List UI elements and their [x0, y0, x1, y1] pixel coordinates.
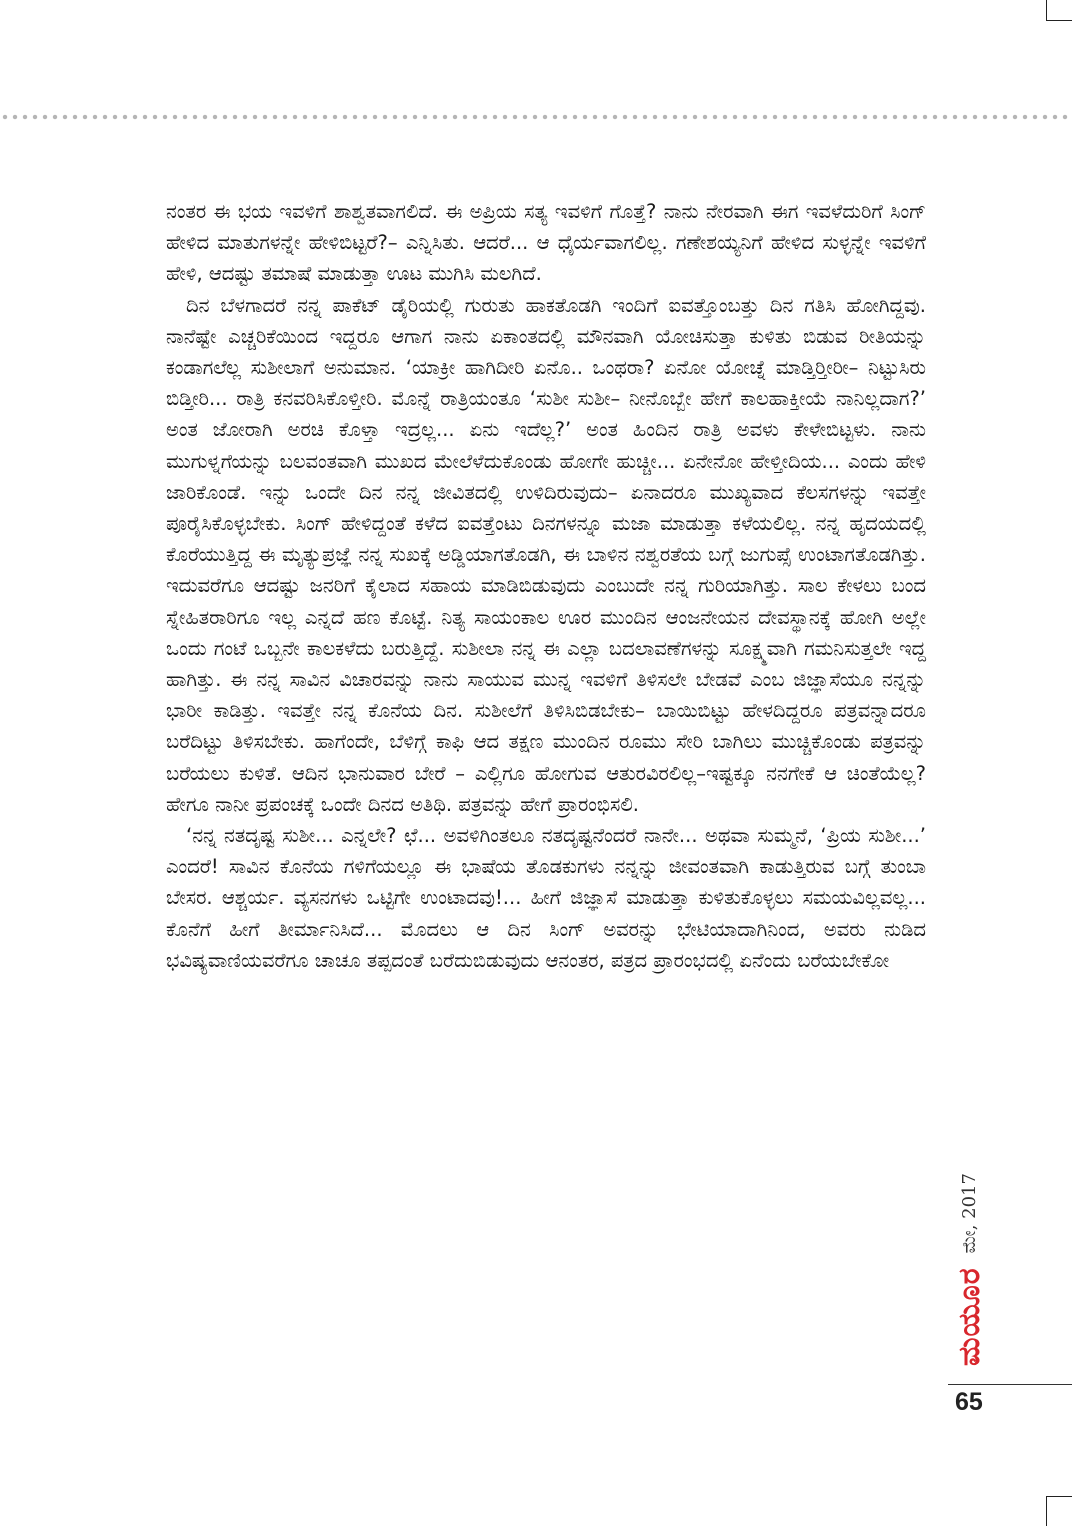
dotted-divider: [0, 113, 1072, 121]
page-number-rule: [948, 1384, 1072, 1385]
magazine-sidebar: [945, 1130, 993, 1366]
page-number: 65: [955, 1388, 983, 1416]
magazine-logo: ಮಯೂರ: [951, 1267, 987, 1366]
article-paragraph-3: ‘ನನ್ನ ನತದೃಷ್ಟ ಸುಶೀ... ಎನ್ನಲೇ? ಛೆ... ಅವಳಿಗಿಂತಲೂ ನತದೃಷ್ಟನೆಂದರೆ ನಾನೇ... ಅಥವಾ ಸುಮ್ಮನೆ, ‘ಪ್ರಿಯ ಸುಶೀ...’ ಎಂದರೆ! ಸಾವಿನ ಕೊನೆಯ ಗಳಿಗೆಯಲ್ಲೂ ಈ ಭಾಷೆಯ ತೊಡಕುಗಳು ನನ್ನನ್ನು ಜೀವಂತವಾಗಿ ಕಾಡುತ್ತಿರುವ ಬಗ್ಗೆ ತುಂಬಾ ಬೇಸರ. ಆಶ್ಚರ್ಯ. ವ್ಯಸನಗಳು ಒಟ್ಟಿಗೇ ಉಂಟಾದವು!... ಹೀಗೆ ಜಿಜ್ಞಾಸೆ ಮಾಡುತ್ತಾ ಕುಳಿತುಕೊಳ್ಳಲು ಸಮಯವಿಲ್ಲವಲ್ಲ... ಕೊನೆಗೆ ಹೀಗೆ ತೀರ್ಮಾನಿಸಿದೆ... ಮೊದಲು ಆ ದಿನ ಸಿಂಗ್ ಅವರನ್ನು ಭೇಟಿಯಾದಾಗಿನಿಂದ, ಅವರು ನುಡಿದ ಭವಿಷ್ಯವಾಣಿಯವರೆಗೂ ಚಾಚೂ ತಪ್ಪದಂತೆ ಬರೆದುಬಿಡುವುದು ಆನಂತರ, ಪತ್ರದ ಪ್ರಾರಂಭದಲ್ಲಿ ಏನೆಂದು ಬರೆಯಬೇಕೋ: [166, 824, 926, 972]
article-paragraph-2: ದಿನ ಬೆಳಗಾದರೆ ನನ್ನ ಪಾಕೆಟ್ ಡೈರಿಯಲ್ಲಿ ಗುರುತು ಹಾಕತೊಡಗಿ ಇಂದಿಗೆ ಐವತ್ತೊಂಬತ್ತು ದಿನ ಗತಿಸಿ ಹೋಗಿದ್ದವು. ನಾನೆಷ್ಟೇ ಎಚ್ಚರಿಕೆಯಿಂದ ಇದ್ದರೂ ಆಗಾಗ ನಾನು ಏಕಾಂತದಲ್ಲಿ ಮೌನವಾಗಿ ಯೋಚಿಸುತ್ತಾ ಕುಳಿತು ಬಿಡುವ ರೀತಿಯನ್ನು ಕಂಡಾಗಲೆಲ್ಲ ಸುಶೀಲಾಗೆ ಅನುಮಾನ. ‘ಯಾಕ್ರೀ ಹಾಗಿದೀರಿ ಏನೊ.. ಒಂಥರಾ? ಏನೋ ಯೋಚ್ನೆ ಮಾಡ್ತಿರ್‍ತೀರೀ– ನಿಟ್ಟುಸಿರು ಬಿಡ್ತೀರಿ... ರಾತ್ರಿ ಕನವರಿಸಿಕೊಳ್ತೀರಿ. ಮೊನ್ನೆ ರಾತ್ರಿಯಂತೂ ‘ಸುಶೀ ಸುಶೀ– ನೀನೊಬ್ಬೇ ಹೇಗೆ ಕಾಲಹಾಕ್ತೀಯೆ ನಾನಿಲ್ಲದಾಗ?’ ಅಂತ ಜೋರಾಗಿ ಅರಚಿ ಕೊಳ್ತಾ ಇದ್ರಲ್ಲ... ಏನು ಇದೆಲ್ಲ?’ ಅಂತ ಹಿಂದಿನ ರಾತ್ರಿ ಅವಳು ಕೇಳೇಬಿಟ್ಟಳು. ನಾನು ಮುಗುಳ್ನಗೆಯನ್ನು ಬಲವಂತವಾಗಿ ಮುಖದ ಮೇಲೆಳೆದುಕೊಂಡು ಹೋಗೇ ಹುಚ್ಚೀ... ಏನೇನೋ ಹೇಳ್ತೀದಿಯ... ಎಂದು ಹೇಳಿ ಜಾರಿಕೊಂಡೆ. ಇನ್ನು ಒಂದೇ ದಿನ ನನ್ನ ಜೀವಿತದಲ್ಲಿ ಉಳಿದಿರುವುದು– ಏನಾದರೂ ಮುಖ್ಯವಾದ ಕೆಲಸಗಳನ್ನು ಇವತ್ತೇ ಪೂರೈಸಿಕೊಳ್ಳಬೇಕು. ಸಿಂಗ್ ಹೇಳಿದ್ದಂತೆ ಕಳೆದ ಐವತ್ತೆಂಟು ದಿನಗಳನ್ನೂ ಮಜಾ ಮಾಡುತ್ತಾ ಕಳೆಯಲಿಲ್ಲ. ನನ್ನ ಹೃದಯದಲ್ಲಿ ಕೊರೆಯುತ್ತಿದ್ದ ಈ ಮೃತ್ಯುಪ್ರಜ್ಞೆ ನನ್ನ ಸುಖಕ್ಕೆ ಅಡ್ಡಿಯಾಗತೊಡಗಿ, ಈ ಬಾಳಿನ ನಶ್ವರತೆಯ ಬಗ್ಗೆ ಜುಗುಪ್ಸೆ ಉಂಟಾಗತೊಡಗಿತ್ತು. ಇದುವರೆಗೂ ಆದಷ್ಟು ಜನರಿಗೆ ಕೈಲಾದ ಸಹಾಯ ಮಾಡಿಬಿಡುವುದು ಎಂಬುದೇ ನನ್ನ ಗುರಿಯಾಗಿತ್ತು. ಸಾಲ ಕೇಳಲು ಬಂದ ಸ್ನೇಹಿತರಾರಿಗೂ ಇಲ್ಲ ಎನ್ನದೆ ಹಣ ಕೊಟ್ಟೆ. ನಿತ್ಯ ಸಾಯಂಕಾಲ ಊರ ಮುಂದಿನ ಆಂಜನೇಯನ ದೇವಸ್ಥಾನಕ್ಕೆ ಹೋಗಿ ಅಲ್ಲೇ ಒಂದು ಗಂಟೆ ಒಬ್ಬನೇ ಕಾಲಕಳೆದು ಬರುತ್ತಿದ್ದೆ. ಸುಶೀಲಾ ನನ್ನ ಈ ಎಲ್ಲಾ ಬದಲಾವಣೆಗಳನ್ನು ಸೂಕ್ಷ್ಮವಾಗಿ ಗಮನಿಸುತ್ತಲೇ ಇದ್ದ ಹಾಗಿತ್ತು. ಈ ನನ್ನ ಸಾವಿನ ವಿಚಾರವನ್ನು ನಾನು ಸಾಯುವ ಮುನ್ನ ಇವಳಿಗೆ ತಿಳಿಸಲೇ ಬೇಡವೆ ಎಂಬ ಜಿಜ್ಞಾಸೆಯೂ ನನ್ನನ್ನು ಭಾರೀ ಕಾಡಿತ್ತು. ಇವತ್ತೇ ನನ್ನ ಕೊನೆಯ ದಿನ. ಸುಶೀಲೆಗೆ ತಿಳಿಸಿಬಿಡಬೇಕು– ಬಾಯಿಬಿಟ್ಟು ಹೇಳದಿದ್ದರೂ ಪತ್ರವನ್ನಾದರೂ ಬರೆದಿಟ್ಟು ತಿಳಿಸಬೇಕು. ಹಾಗೆಂದೇ, ಬೆಳಿಗ್ಗೆ ಕಾಫಿ ಆದ ತಕ್ಷಣ ಮುಂದಿನ ರೂಮು ಸೇರಿ ಬಾಗಿಲು ಮುಚ್ಚಿಕೊಂಡು ಪತ್ರವನ್ನು ಬರೆಯಲು ಕುಳಿತೆ. ಆದಿನ ಭಾನುವಾರ ಬೇರೆ – ಎಲ್ಲಿಗೂ ಹೋಗುವ ಆತುರವಿರಲಿಲ್ಲ–ಇಷ್ಟಕ್ಕೂ ನನಗೇಕೆ ಆ ಚಿಂತೆಯೆಲ್ಲ? ಹೇಗೂ ನಾನೀ ಪ್ರಪಂಚಕ್ಕೆ ಒಂದೇ ದಿನದ ಅತಿಥಿ. ಪತ್ರವನ್ನು ಹೇಗೆ ಪ್ರಾರಂಭಿಸಲಿ.: [166, 293, 926, 816]
issue-date: ಮೇ, 2017: [958, 1173, 980, 1254]
article-body: [166, 196, 926, 976]
crop-mark-top-right: [1046, 0, 1072, 21]
crop-mark-bottom-right: [1046, 1496, 1072, 1526]
article-paragraph-1: ನಂತರ ಈ ಭಯ ಇವಳಿಗೆ ಶಾಶ್ವತವಾಗಲಿದೆ. ಈ ಅಪ್ರಿಯ ಸತ್ಯ ಇವಳಿಗೆ ಗೊತ್ತೆ? ನಾನು ನೇರವಾಗಿ ಈಗ ಇವಳೆದುರಿಗೆ ಸಿಂಗ್ ಹೇಳಿದ ಮಾತುಗಳನ್ನೇ ಹೇಳಿಬಿಟ್ಟರೆ?– ಎನ್ನಿಸಿತು. ಆದರೆ... ಆ ಧೈರ್ಯವಾಗಲಿಲ್ಲ. ಗಣೇಶಯ್ಯನಿಗೆ ಹೇಳಿದ ಸುಳ್ಳನ್ನೇ ಇವಳಿಗೆ ಹೇಳಿ, ಆದಷ್ಟು ತಮಾಷೆ ಮಾಡುತ್ತಾ ಊಟ ಮುಗಿಸಿ ಮಲಗಿದೆ.: [166, 200, 926, 286]
